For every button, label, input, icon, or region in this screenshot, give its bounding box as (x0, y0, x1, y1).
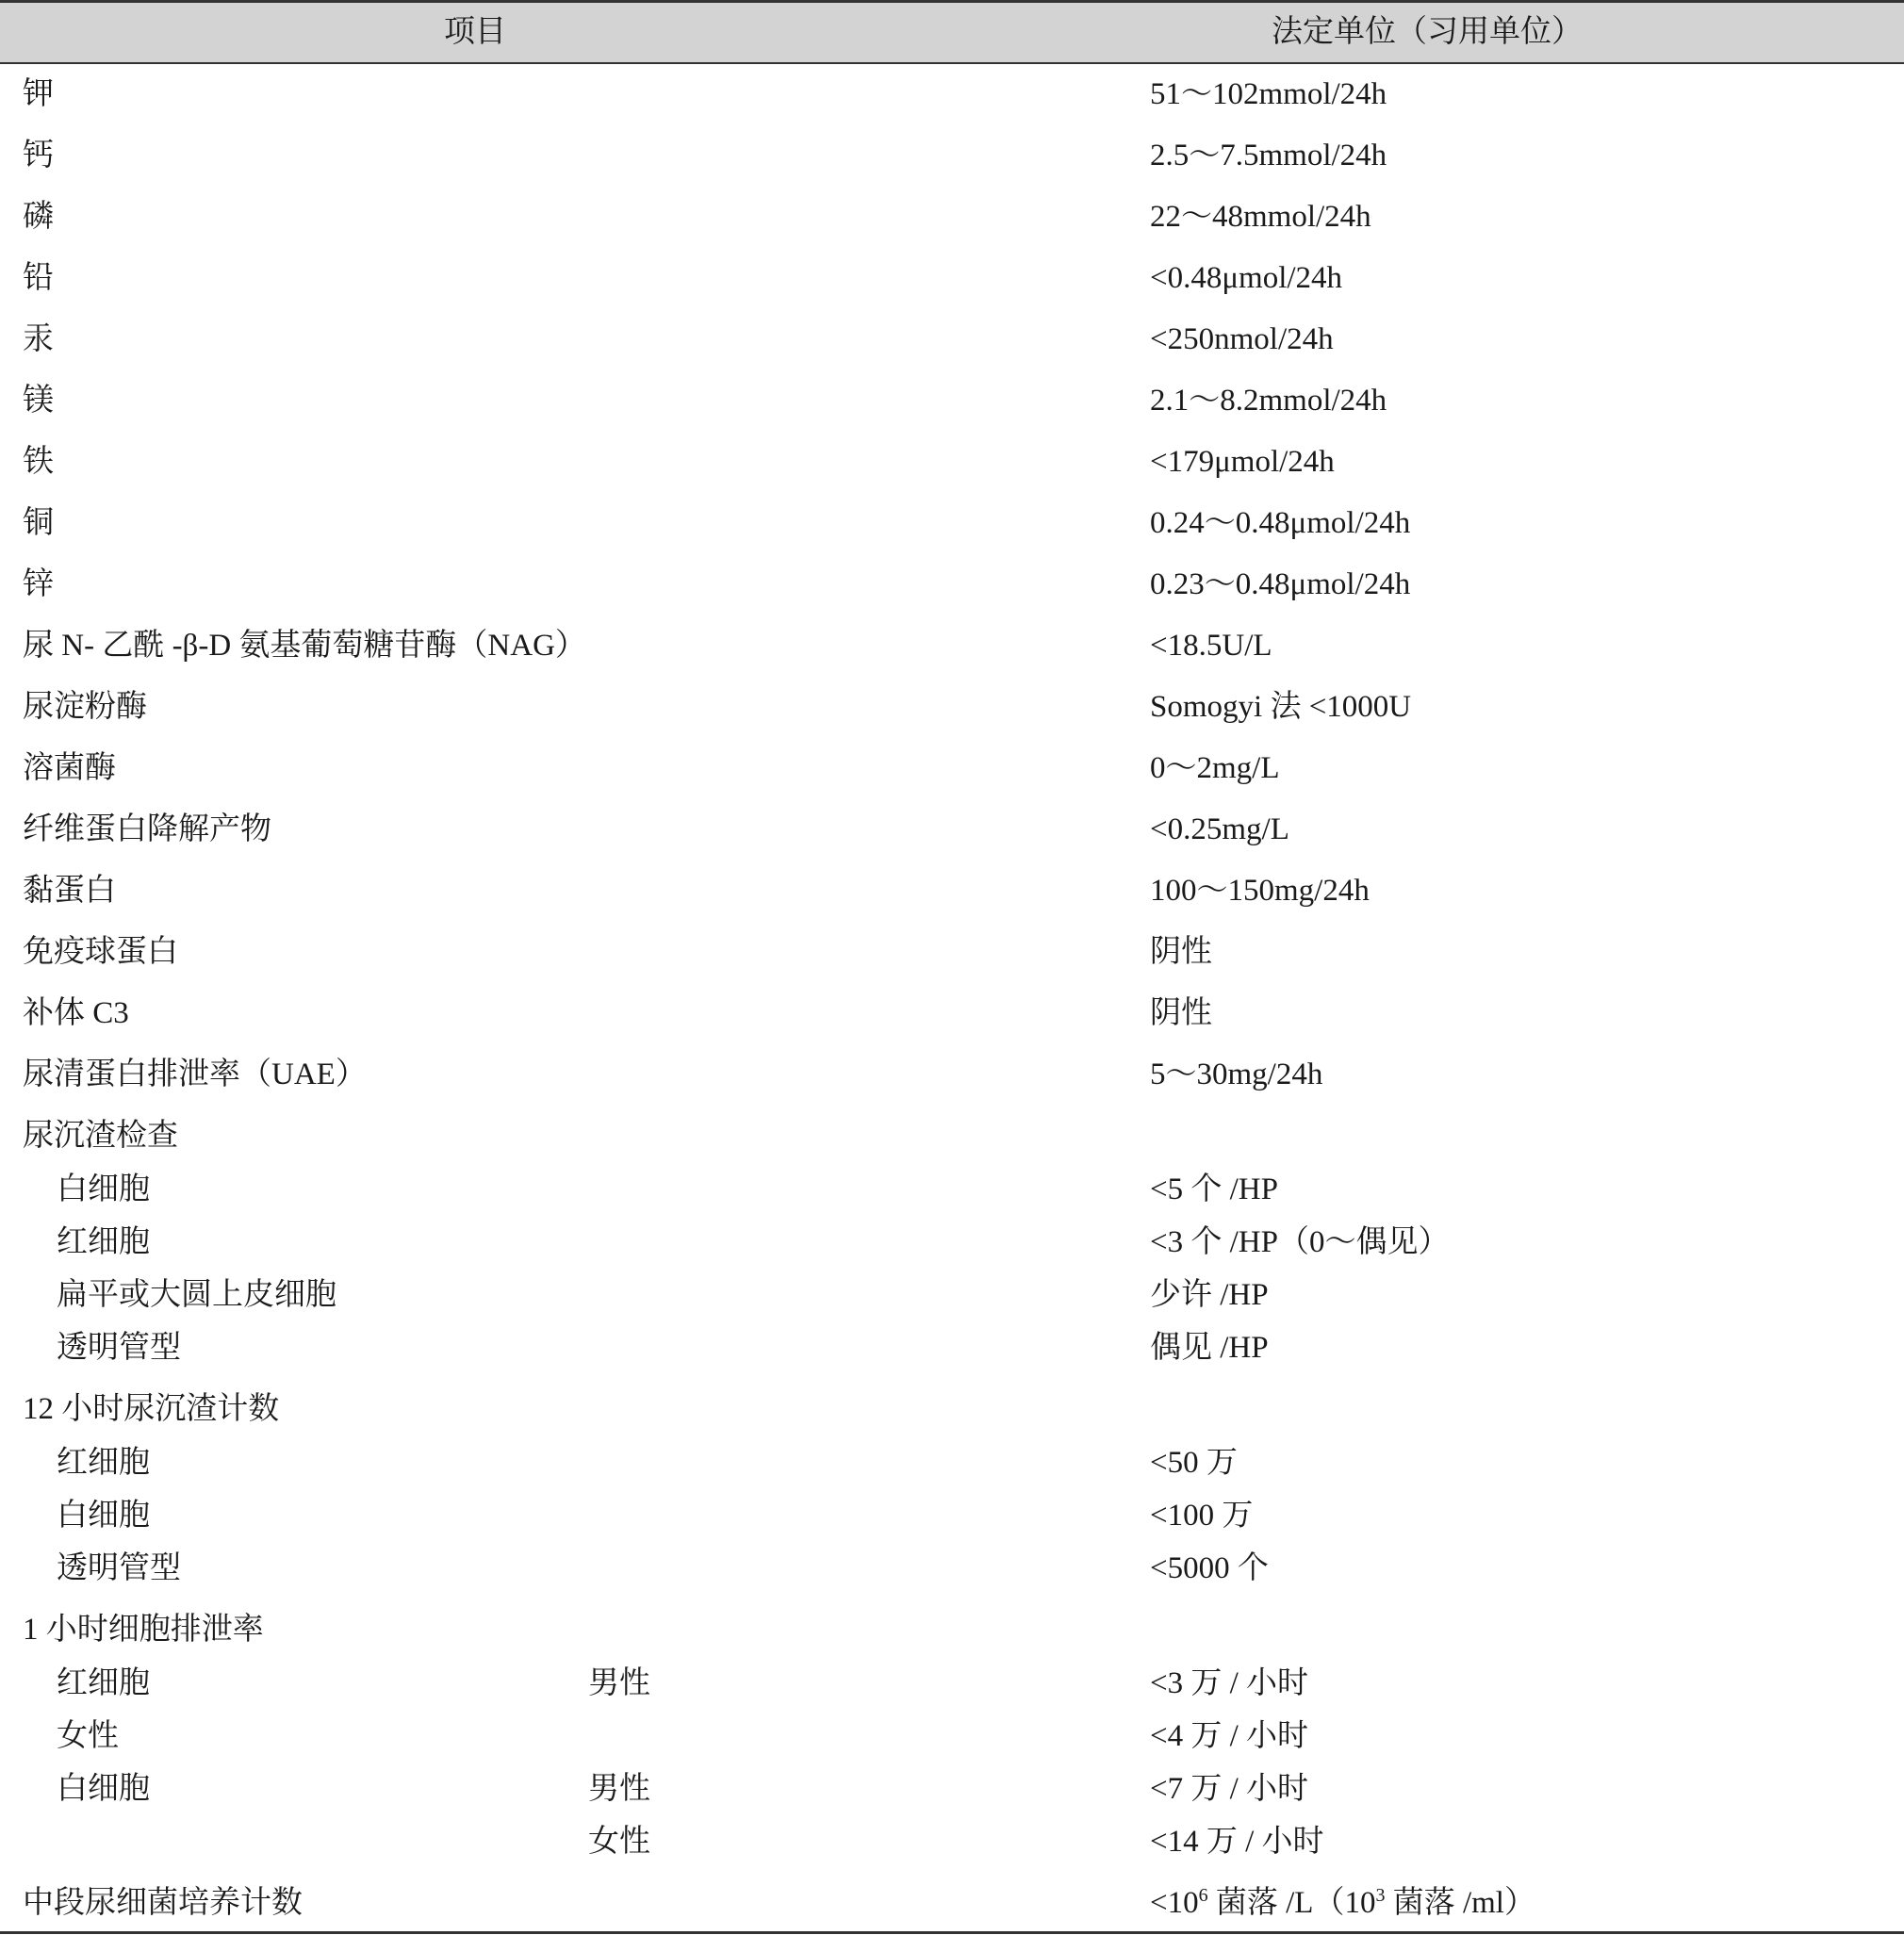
row-unit: <0.48μmol/24h (1150, 261, 1343, 295)
table-row (0, 1603, 1904, 1656)
row-unit: Somogyi 法 <1000U (1150, 690, 1412, 724)
row-item: 锌 (23, 567, 54, 601)
row-unit: 偶见 /HP (1150, 1331, 1269, 1365)
header-unit: 法定单位（习用单位） (1272, 15, 1583, 49)
row-item: 溶菌酶 (23, 751, 116, 785)
row-item: 尿沉渣检查 (23, 1119, 178, 1153)
row-item: 镁 (23, 384, 54, 418)
table-row (0, 926, 1904, 978)
row-item: 红细胞 (57, 1666, 150, 1700)
row-unit: <179μmol/24h (1150, 445, 1335, 479)
row-sex: 女性 (588, 1825, 650, 1859)
row-unit: $<10^6$ 菌落 $/L(10^3$ 菌落 /ml） (1150, 1885, 1535, 1920)
table-row (0, 1109, 1904, 1162)
row-item: 钙 (23, 139, 54, 172)
row-item: 白细胞 (57, 1172, 150, 1206)
table-row (0, 313, 1904, 366)
table-row (0, 1542, 1904, 1595)
row-unit: 22～48mmol/24h (1150, 200, 1371, 234)
row-item: 补体 C3 (23, 996, 129, 1030)
table-row (0, 1763, 1904, 1815)
row-item: 12 小时尿沉渣计数 (23, 1392, 280, 1426)
row-item: 铁 (23, 445, 54, 479)
table-header (0, 0, 1904, 64)
table-row (0, 558, 1904, 611)
table-row (0, 1216, 1904, 1269)
table-row (0, 129, 1904, 182)
row-unit: <5000 个 (1150, 1551, 1269, 1585)
row-unit: 100～150mg/24h (1150, 874, 1370, 908)
row-unit: 51～102mmol/24h (1150, 77, 1387, 111)
table-row (0, 803, 1904, 856)
row-unit: <50 万 (1150, 1446, 1238, 1480)
row-unit: <250nmol/24h (1150, 322, 1334, 356)
row-item: 白细胞 (57, 1772, 150, 1806)
row-unit: 阴性 (1150, 935, 1212, 969)
table-row (0, 1489, 1904, 1542)
row-unit: <7 万 / 小时 (1150, 1772, 1309, 1806)
row-unit: <100 万 (1150, 1499, 1254, 1533)
row-unit: 0～2mg/L (1150, 751, 1280, 785)
row-item: 铜 (23, 506, 54, 540)
table-row (0, 681, 1904, 733)
table-row (0, 1877, 1904, 1929)
row-item: 磷 (23, 200, 54, 234)
bottom-rule (0, 1931, 1904, 1934)
row-sex: 男性 (588, 1666, 650, 1700)
row-unit: 0.23～0.48μmol/24h (1150, 567, 1411, 601)
row-unit: <4 万 / 小时 (1150, 1719, 1309, 1753)
table-row (0, 864, 1904, 917)
table-row (0, 374, 1904, 427)
table-row (0, 252, 1904, 304)
row-item: 尿清蛋白排泄率（UAE） (23, 1058, 367, 1091)
row-item: 透明管型 (57, 1551, 181, 1585)
row-unit: 阴性 (1150, 996, 1212, 1030)
row-item: 黏蛋白 (23, 874, 116, 908)
table-row (0, 190, 1904, 243)
table-row (0, 1383, 1904, 1435)
row-item: 纤维蛋白降解产物 (23, 812, 271, 846)
table-row (0, 1657, 1904, 1710)
row-unit: <18.5U/L (1150, 629, 1272, 663)
row-item: 红细胞 (57, 1225, 150, 1259)
row-item: 白细胞 (57, 1499, 150, 1533)
table-row (0, 435, 1904, 488)
row-unit: 0.24～0.48μmol/24h (1150, 506, 1411, 540)
row-item: 红细胞 (57, 1446, 150, 1480)
row-unit: 2.5～7.5mmol/24h (1150, 139, 1387, 172)
row-item: 扁平或大圆上皮细胞 (57, 1278, 336, 1312)
table-row (0, 1163, 1904, 1216)
row-item: 透明管型 (57, 1331, 181, 1365)
table-row (0, 497, 1904, 549)
row-item: 钾 (23, 77, 54, 111)
table-row (0, 619, 1904, 672)
table-row (0, 1269, 1904, 1321)
row-unit: <3 个 /HP（0～偶见） (1150, 1225, 1450, 1259)
table-row (0, 1710, 1904, 1763)
row-unit: <14 万 / 小时 (1150, 1825, 1324, 1859)
row-unit: <5 个 /HP (1150, 1172, 1278, 1206)
row-unit: 5～30mg/24h (1150, 1058, 1323, 1091)
table-row (0, 1815, 1904, 1868)
row-unit: <3 万 / 小时 (1150, 1666, 1309, 1700)
table-row (0, 1436, 1904, 1489)
table-row (0, 1321, 1904, 1374)
table-row (0, 1048, 1904, 1101)
row-item: 中段尿细菌培养计数 (23, 1886, 303, 1920)
row-item: 汞 (23, 322, 54, 356)
row-item: 女性 (57, 1719, 119, 1753)
row-unit: 少许 /HP (1150, 1278, 1269, 1312)
row-sex: 男性 (588, 1772, 650, 1806)
row-item: 免疫球蛋白 (23, 935, 178, 969)
row-unit: 2.1～8.2mmol/24h (1150, 384, 1387, 418)
table-row (0, 742, 1904, 795)
header-item: 项目 (444, 15, 506, 49)
row-item: 1 小时细胞排泄率 (23, 1613, 264, 1647)
row-item: 铅 (23, 261, 54, 295)
table-row (0, 68, 1904, 121)
row-unit: <0.25mg/L (1150, 812, 1289, 846)
table-row (0, 987, 1904, 1040)
row-item: 尿淀粉酶 (23, 690, 147, 724)
row-item: 尿 N- 乙酰 -β-D 氨基葡萄糖苷酶（NAG） (23, 629, 586, 663)
